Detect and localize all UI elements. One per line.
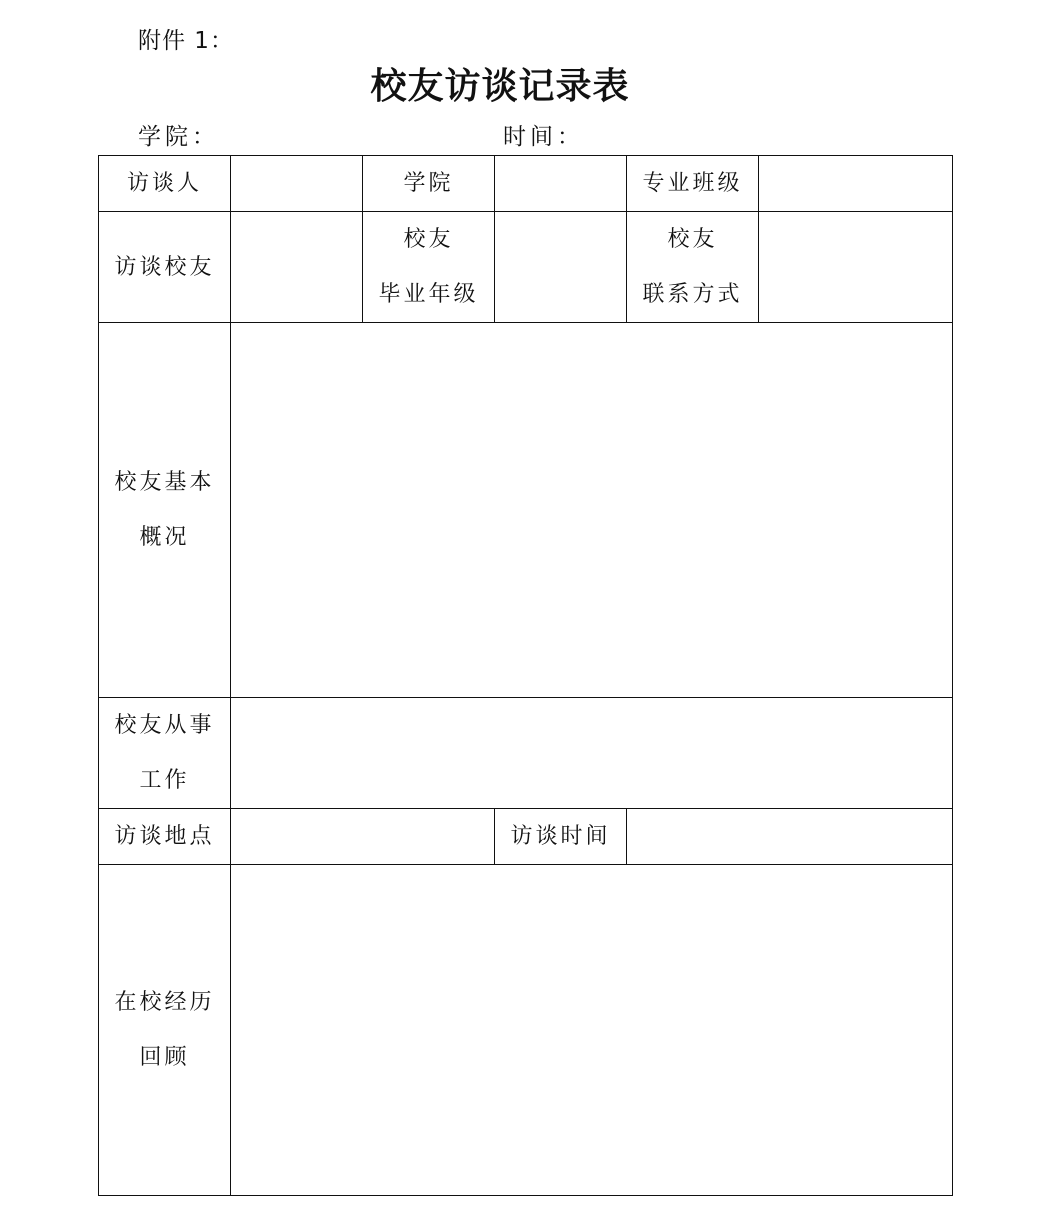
contact-field[interactable] <box>759 212 953 323</box>
grad-year-label-line2: 毕业年级 <box>378 282 479 307</box>
contact-label <box>627 212 759 323</box>
work-label-line2: 工作 <box>139 768 190 793</box>
basic-info-field[interactable] <box>231 323 953 698</box>
school-experience-label-line2: 回顾 <box>139 1045 190 1070</box>
work-field[interactable] <box>231 698 953 809</box>
table-row <box>99 698 953 809</box>
table-row <box>99 865 953 1196</box>
grad-year-field[interactable] <box>495 212 627 323</box>
work-label <box>99 698 231 809</box>
attachment-label: 附件 1： <box>138 28 234 54</box>
basic-info-label-line1: 校友基本 <box>114 470 215 495</box>
contact-label-line2: 联系方式 <box>642 282 743 307</box>
location-field[interactable] <box>231 809 495 865</box>
alumni-label: 访谈校友 <box>99 212 231 323</box>
table-row <box>99 156 953 212</box>
table-row <box>99 323 953 698</box>
grad-year-label-line1: 校友 <box>403 227 454 252</box>
college-cell-label: 学院 <box>363 156 495 212</box>
school-experience-label <box>99 865 231 1196</box>
college-field[interactable] <box>495 156 627 212</box>
interview-time-field[interactable] <box>627 809 953 865</box>
basic-info-label <box>99 323 231 698</box>
interviewer-field[interactable] <box>231 156 363 212</box>
page-title: 校友访谈记录表 <box>370 65 630 107</box>
time-label: 时间： <box>503 124 584 150</box>
major-class-field[interactable] <box>759 156 953 212</box>
interviewer-label: 访谈人 <box>99 156 231 212</box>
interview-record-table <box>98 155 953 1196</box>
contact-label-line1: 校友 <box>667 227 718 252</box>
table-row <box>99 809 953 865</box>
basic-info-label-line2: 概况 <box>139 525 190 550</box>
school-experience-field[interactable] <box>231 865 953 1196</box>
college-label: 学院： <box>138 124 219 150</box>
work-label-line1: 校友从事 <box>114 713 215 738</box>
major-class-label: 专业班级 <box>627 156 759 212</box>
location-label: 访谈地点 <box>99 809 231 865</box>
table-row <box>99 212 953 323</box>
alumni-field[interactable] <box>231 212 363 323</box>
school-experience-label-line1: 在校经历 <box>114 990 215 1015</box>
grad-year-label <box>363 212 495 323</box>
interview-time-label: 访谈时间 <box>495 809 627 865</box>
